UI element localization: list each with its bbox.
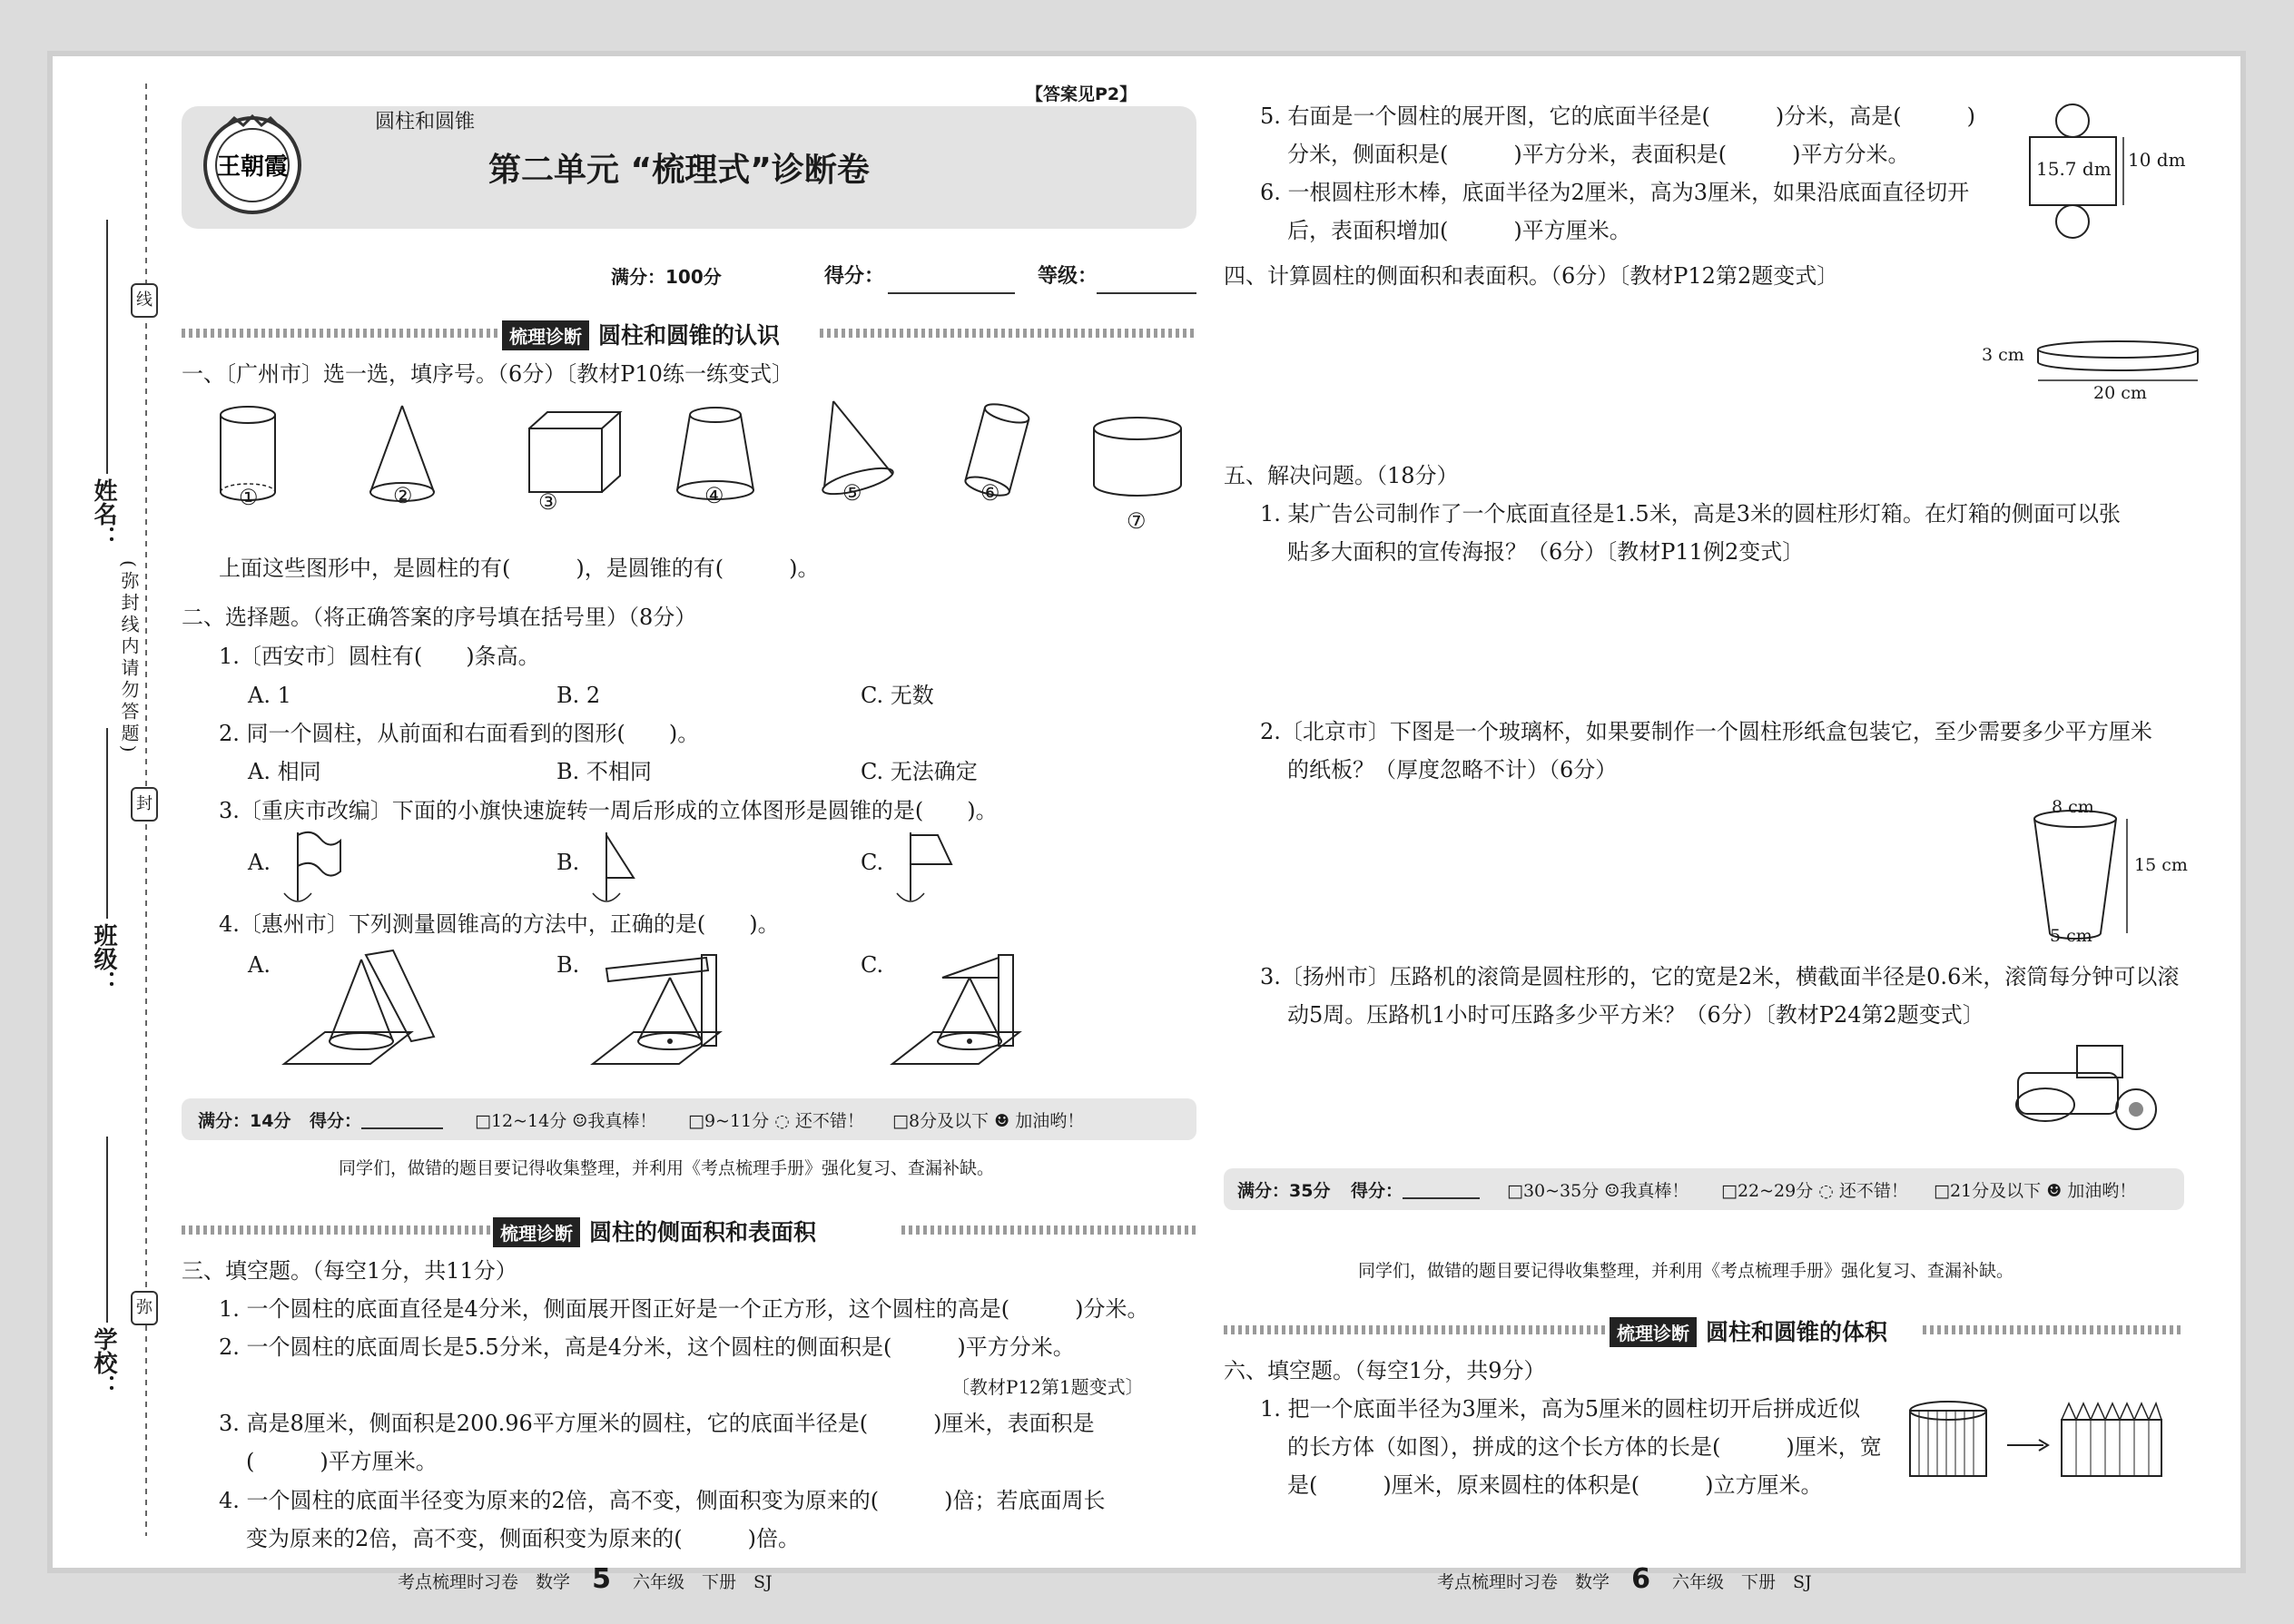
full-score: 满分：100分 bbox=[611, 266, 722, 288]
shape-label-1: ① bbox=[239, 485, 259, 510]
q6-line-a: 6. 一根圆柱形木棒，底面半径为2厘米，高为3厘米，如果沿底面直径切开 bbox=[1260, 180, 1970, 205]
section2-heading bbox=[493, 1215, 816, 1247]
opt-range: □9~11分 bbox=[688, 1111, 770, 1131]
q2-2-stem: 2. 同一个圆柱，从前面和右面看到的图形( )。 bbox=[219, 721, 700, 746]
neutral-face-icon: ◌ bbox=[1818, 1181, 1834, 1201]
flag-figures bbox=[284, 828, 1101, 910]
score-bar-1-opt3[interactable] bbox=[892, 1107, 1084, 1132]
cup-bottom-label: 5 cm bbox=[2050, 926, 2092, 946]
q2-3-opt-c[interactable]: C. bbox=[861, 850, 884, 875]
binding-margin bbox=[53, 56, 153, 1568]
grade-label: 等级： bbox=[1038, 265, 1098, 288]
shape-label-2: ② bbox=[393, 483, 413, 508]
section-hatch bbox=[182, 1225, 490, 1235]
section-hatch bbox=[182, 329, 499, 338]
p1-line-a: 1. 某广告公司制作了一个底面直径是1.5米，高是3米的圆柱形灯箱。在灯箱的侧面可以张 bbox=[1260, 501, 2121, 527]
section-hatch bbox=[1224, 1325, 1605, 1334]
score-bar-1-full: 满分：14分 bbox=[198, 1111, 291, 1131]
q2-2-opt-c[interactable]: C. 无法确定 bbox=[861, 759, 978, 784]
cone-measure-figures bbox=[280, 950, 1097, 1078]
score-bar-2-opt2[interactable] bbox=[1721, 1177, 1908, 1202]
neutral-face-icon: ◌ bbox=[774, 1111, 790, 1131]
q2-1-opt-b[interactable]: B. 2 bbox=[556, 683, 601, 708]
road-roller-figure bbox=[2004, 1037, 2177, 1137]
q4-heading: 四、计算圆柱的侧面积和表面积。（6分）〔教材P12第2题变式〕 bbox=[1224, 263, 1839, 289]
net-width-label: 15.7 dm bbox=[2036, 158, 2112, 180]
school-logo bbox=[198, 111, 307, 220]
footer-book: 考点梳理时习卷 数学 bbox=[1437, 1572, 1610, 1592]
q2-4-opt-c[interactable]: C. bbox=[861, 952, 884, 978]
q2-1-opt-c[interactable]: C. 无数 bbox=[861, 683, 934, 708]
q2-4-stem: 4.〔惠州市〕下列测量圆锥高的方法中，正确的是( )。 bbox=[219, 911, 780, 937]
opt-range: □30~35分 bbox=[1507, 1181, 1600, 1201]
score-bar-1-opt1[interactable] bbox=[475, 1107, 656, 1132]
q3-line-4: 4. 一个圆柱的底面半径变为原来的2倍，高不变，侧面积变为原来的( )倍；若底面周长 bbox=[219, 1488, 1106, 1513]
q2-1-stem: 1.〔西安市〕圆柱有( )条高。 bbox=[219, 644, 540, 669]
section-tag: 梳理诊断 bbox=[1610, 1317, 1697, 1347]
school-label: 学校： bbox=[90, 1327, 117, 1398]
shape-label-3: ③ bbox=[538, 489, 558, 515]
q2-1-opt-a[interactable]: A. 1 bbox=[248, 683, 291, 708]
review-note-2: 同学们，做错的题目要记得收集整理，并利用《考点梳理手册》强化复习、查漏补缺。 bbox=[1358, 1261, 2014, 1281]
score-bar-1-label: 得分： bbox=[310, 1111, 362, 1131]
q5-line-a: 5. 右面是一个圆柱的展开图，它的底面半径是( )分米，高是( ) bbox=[1260, 103, 1975, 129]
smile-icon: ☺ bbox=[572, 1111, 588, 1131]
score-bar-1-opt2[interactable] bbox=[688, 1107, 864, 1132]
cup-top-label: 8 cm bbox=[2052, 797, 2094, 817]
opt-range: □8分及以下 bbox=[892, 1111, 989, 1131]
footer-grade: 六年级 下册 SJ bbox=[1671, 1572, 1812, 1592]
footer-left bbox=[398, 1563, 773, 1595]
score-bar-2-opt3[interactable] bbox=[1934, 1177, 2136, 1202]
v1-line-b: 的长方体（如图），拼成的这个长方体的长是( )厘米，宽 bbox=[1287, 1434, 1882, 1460]
score-label: 得分： bbox=[824, 265, 885, 288]
section-tag: 梳理诊断 bbox=[502, 320, 589, 350]
answer-ref: 【答案见P2】 bbox=[1026, 84, 1137, 104]
section3-heading bbox=[1610, 1314, 1887, 1347]
q6-line-b: 后，表面积增加( )平方厘米。 bbox=[1287, 218, 1631, 243]
section3-title: 圆柱和圆锥的体积 bbox=[1706, 1319, 1888, 1345]
opt-range: □12~14分 bbox=[475, 1111, 567, 1131]
p3-line-b: 动5周。压路机1小时可压路多少平方米？（6分）〔教材P24第2题变式〕 bbox=[1287, 1002, 1984, 1028]
cylinder-to-cuboid-figure bbox=[1907, 1400, 2180, 1500]
review-note-1: 同学们，做错的题目要记得收集整理，并利用《考点梳理手册》强化复习、查漏补缺。 bbox=[339, 1158, 995, 1178]
q2-3-opt-a[interactable]: A. bbox=[248, 850, 271, 875]
opt-range: □22~29分 bbox=[1721, 1181, 1814, 1201]
q3-source: 〔教材P12第1题变式〕 bbox=[951, 1376, 1144, 1398]
q1-heading: 一、〔广州市〕选一选，填序号。（6分）〔教材P10练一练变式〕 bbox=[182, 361, 793, 387]
score-bar-2-full: 满分：35分 bbox=[1237, 1181, 1331, 1201]
score-field[interactable] bbox=[888, 292, 1015, 294]
opt-range: □21分及以下 bbox=[1934, 1181, 2042, 1201]
opt-msg: 还不错！ bbox=[1838, 1181, 1908, 1201]
seal-feng: 封 bbox=[131, 787, 158, 822]
cylinder-net bbox=[2025, 104, 2207, 277]
page-number: 6 bbox=[1631, 1563, 1650, 1595]
score-bar-1-field[interactable] bbox=[361, 1127, 443, 1129]
grade-field[interactable] bbox=[1097, 292, 1196, 294]
cup-height-label: 15 cm bbox=[2134, 855, 2188, 875]
page-title: 第二单元 “梳理式”诊断卷 bbox=[488, 152, 870, 189]
q2-2-opt-a[interactable]: A. 相同 bbox=[248, 759, 321, 784]
name-label: 姓名： bbox=[90, 478, 117, 549]
q2-3-stem: 3.〔重庆市改编〕下面的小旗快速旋转一周后形成的立体图形是圆锥的是( )。 bbox=[219, 798, 998, 823]
name-field-line[interactable] bbox=[105, 220, 109, 1491]
shape-label-7: ⑦ bbox=[1127, 508, 1147, 534]
section-hatch bbox=[901, 1225, 1196, 1235]
section2-title: 圆柱的侧面积和表面积 bbox=[589, 1219, 817, 1245]
shape-label-6: ⑥ bbox=[980, 480, 1000, 506]
v1-line-c: 是( )厘米，原来圆柱的体积是( )立方厘米。 bbox=[1287, 1472, 1823, 1498]
cyl-diameter-label: 20 cm bbox=[2093, 383, 2147, 403]
q1-answer-line: 上面这些图形中，是圆柱的有( )，是圆锥的有( )。 bbox=[219, 556, 820, 581]
q3-line-3b: ( )平方厘米。 bbox=[246, 1449, 438, 1474]
q5-section-heading: 五、解决问题。（18分） bbox=[1224, 463, 1459, 488]
score-bar-2-opt1[interactable] bbox=[1507, 1177, 1689, 1202]
p2-line-a: 2.〔北京市〕下图是一个玻璃杯，如果要制作一个圆柱形纸盒包装它，至少需要多少平方厘米 bbox=[1260, 719, 2152, 744]
v1-line-a: 1. 把一个底面半径为3厘米，高为5厘米的圆柱切开后拼成近似 bbox=[1260, 1396, 1861, 1422]
section-tag: 梳理诊断 bbox=[493, 1217, 580, 1247]
section1-title: 圆柱和圆锥的认识 bbox=[598, 322, 781, 349]
q2-heading: 二、选择题。（将正确答案的序号填在括号里）（8分） bbox=[182, 605, 697, 630]
q5-line-b: 分米，侧面积是( )平方分米，表面积是( )平方分米。 bbox=[1287, 142, 1910, 167]
q3-line-3: 3. 高是8厘米，侧面积是200.96平方厘米的圆柱，它的底面半径是( )厘米，表面积是 bbox=[219, 1411, 1095, 1436]
q3-heading: 三、填空题。（每空1分，共11分） bbox=[182, 1258, 517, 1284]
opt-msg: 我真棒！ bbox=[1620, 1181, 1689, 1201]
footer-grade: 六年级 下册 SJ bbox=[632, 1572, 773, 1592]
section1-heading bbox=[502, 318, 780, 350]
smile-icon: ☺ bbox=[1604, 1181, 1620, 1201]
exam-sheet bbox=[53, 56, 2240, 1595]
cheer-face-icon: ☻ bbox=[994, 1111, 1010, 1131]
unit-tag: 圆柱和圆锥 bbox=[375, 111, 476, 133]
footer-right bbox=[1437, 1563, 1812, 1595]
p1-line-b: 贴多大面积的宣传海报？（6分）〔教材P11例2变式〕 bbox=[1287, 539, 1805, 565]
opt-msg: 还不错！ bbox=[794, 1111, 864, 1131]
q2-2-opt-b[interactable]: B. 不相同 bbox=[556, 759, 652, 784]
section-hatch bbox=[1923, 1325, 2184, 1334]
score-bar-2-field[interactable] bbox=[1403, 1197, 1480, 1199]
shape-label-5: ⑤ bbox=[842, 480, 862, 506]
q3-line-2: 2. 一个圆柱的底面周长是5.5分米，高是4分米，这个圆柱的侧面积是( )平方分米。 bbox=[219, 1334, 1075, 1360]
cyl-height-label: 3 cm bbox=[1982, 345, 2024, 365]
page-number: 5 bbox=[592, 1563, 611, 1595]
class-label: 班级： bbox=[90, 923, 117, 994]
seal-mi: 弥 bbox=[131, 1291, 158, 1325]
opt-msg: 加油哟！ bbox=[2067, 1181, 2137, 1201]
opt-msg: 我真棒！ bbox=[587, 1111, 657, 1131]
p2-line-b: 的纸板？（厚度忽略不计）（6分） bbox=[1287, 757, 1618, 782]
q2-4-opt-b[interactable]: B. bbox=[556, 952, 580, 978]
q6-section-heading: 六、填空题。（每空1分，共9分） bbox=[1224, 1358, 1546, 1383]
q3-line-4b: 变为原来的2倍，高不变，侧面积变为原来的( )倍。 bbox=[246, 1526, 800, 1551]
seal-xian: 线 bbox=[131, 283, 158, 318]
shape-label-4: ④ bbox=[704, 483, 724, 508]
sealed-notice: (弥封线内请勿答题) bbox=[118, 560, 140, 756]
footer-book: 考点梳理时习卷 数学 bbox=[398, 1572, 571, 1592]
net-height-label: 10 dm bbox=[2128, 149, 2186, 171]
p3-line-a: 3.〔扬州市〕压路机的滚筒是圆柱形的，它的宽是2米，横截面半径是0.6米，滚筒每分钟可以滚 bbox=[1260, 964, 2180, 989]
section-hatch bbox=[820, 329, 1196, 338]
opt-msg: 加油哟！ bbox=[1015, 1111, 1085, 1131]
q2-4-opt-a[interactable]: A. bbox=[248, 952, 271, 978]
q2-3-opt-b[interactable]: B. bbox=[556, 850, 580, 875]
svg-text:王朝霞: 王朝霞 bbox=[216, 153, 289, 181]
score-bar-2-label: 得分： bbox=[1351, 1181, 1403, 1201]
q3-line-1: 1. 一个圆柱的底面直径是4分米，侧面展开图正好是一个正方形，这个圆柱的高是( )分米。 bbox=[219, 1296, 1149, 1322]
cheer-face-icon: ☻ bbox=[2046, 1181, 2063, 1201]
